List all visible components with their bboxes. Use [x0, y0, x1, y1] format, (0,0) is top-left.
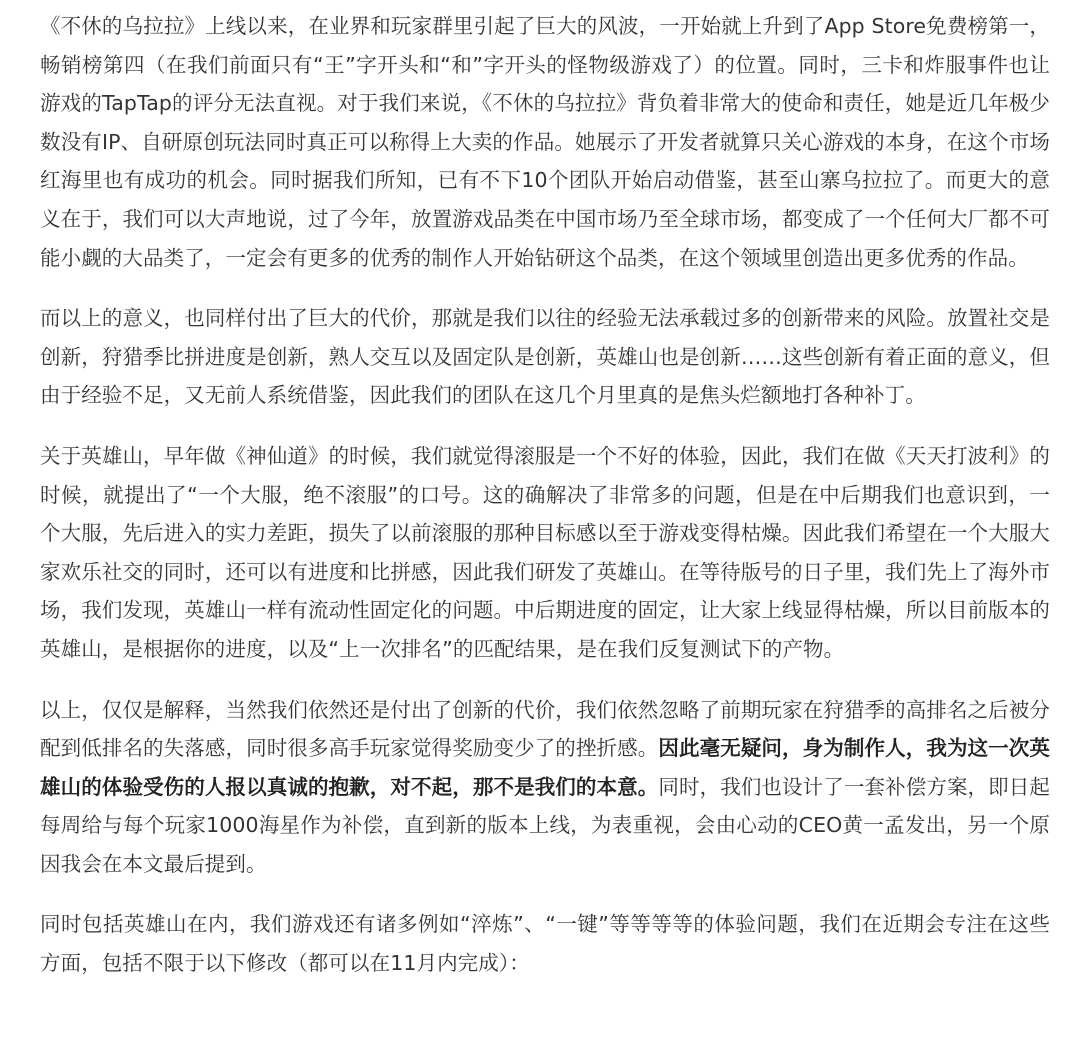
- paragraph-4-compensation: 同时，我们也设计了一套补偿方案，即日起每周给与每个玩家1000海星作为补偿，直到新的版本上线，为表重视，会由心动的CEO黄一孟发出，另一个原因我会在本文最后提到。: [40, 774, 1050, 876]
- article-paragraph-2: 而以上的意义，也同样付出了巨大的代价，那就是我们以往的经验无法承载过多的创新带来的风险。放置社交是创新，狩猎季比拼进度是创新，熟人交互以及固定队是创新，英雄山也是创新……这些创新有着正面的意义，但由于经验不足，又无前人系统借鉴，因此我们的团队在这几个月里真的是焦头烂额地打各种补丁。: [40, 306, 1050, 408]
- article-paragraph-3: 关于英雄山，早年做《神仙道》的时候，我们就觉得滚服是一个不好的体验，因此，我们在做《天天打波利》的时候，就提出了“一个大服，绝不滚服”的口号。这的确解决了非常多的问题，但是在中后期我们也意识到，一个大服，先后进入的实力差距，损失了以前滚服的那种目标感以至于游戏变得枯燥。因此我们希望在一个大服大家欢乐社交的同时，还可以有进度和比拼感，因此我们研发了英雄山。在等待版号的日子里，我们先上了海外市场，我们发现，英雄山一样有流动性固定化的问题。中后期进度的固定，让大家上线显得枯燥，所以目前版本的英雄山，是根据你的进度，以及“上一次排名”的匹配结果，是在我们反复测试下的产物。: [40, 443, 1050, 661]
- article-body: [40, 7, 1050, 983]
- paragraph-4-intro: 以上，仅仅是解释，当然我们依然还是付出了创新的代价，我们依然忽略了前期玩家在狩猎季的高排名之后被分配到低排名的失落感，同时很多高手玩家觉得奖励变少了的挫折感。: [40, 697, 1050, 761]
- article-paragraph-4: [40, 691, 1050, 884]
- article-paragraph-5: 同时包括英雄山在内，我们游戏还有诸多例如“淬炼”、“一键”等等等等的体验问题，我们在近期会专注在这些方面，包括不限于以下修改（都可以在11月内完成）：: [40, 912, 1050, 976]
- article-paragraph-1: 《不休的乌拉拉》上线以来，在业界和玩家群里引起了巨大的风波，一开始就上升到了App Store免费榜第一，畅销榜第四（在我们前面只有“王”字开头和“和”字开头的怪物级游戏了）的位置。同时，三卡和炸服事件也让游戏的TapTap的评分无法直视。对于我们来说，《不休的乌拉拉》背负着非常大的使命和责任，她是近几年极少数没有IP、自研原创玩法同时真正可以称得上大卖的作品。她展示了开发者就算只关心游戏的本身，在这个市场红海里也有成功的机会。同时据我们所知，已有不下10个团队开始启动借鉴，甚至山寨乌拉拉了。而更大的意义在于，我们可以大声地说，过了今年，放置游戏品类在中国市场乃至全球市场，都变成了一个任何大厂都不可能小觑的大品类了，一定会有更多的优秀的制作人开始钻研这个品类，在这个领域里创造出更多优秀的作品。: [40, 14, 1050, 270]
- apology-statement: 因此毫无疑问，身为制作人，我为这一次英雄山的体验受伤的人报以真诚的抱歉，对不起，那不是我们的本意。: [40, 736, 1050, 799]
